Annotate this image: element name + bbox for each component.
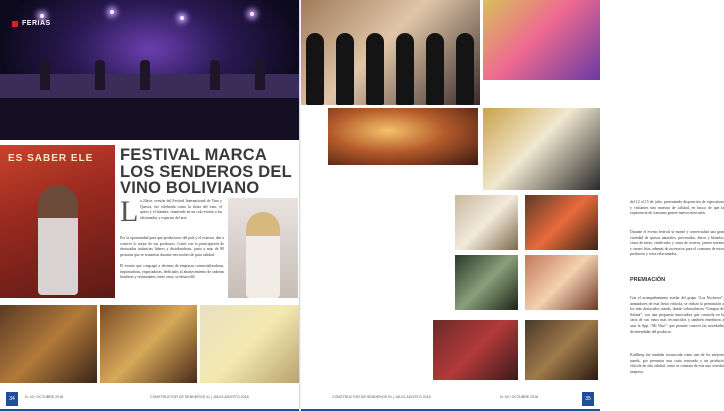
booth-staff-photo — [100, 305, 197, 383]
stand-photo — [455, 195, 518, 250]
body-paragraph: Durante el evento festival se montó y comercializó una gran variedad de quesos naturales, procesados, duros y blandos; vinos de mesa, vinificados y vinos de reserva, jamón serrano y carnes frías, además de accesorios para el consumo de estos productos y otros relacionados. — [630, 230, 724, 257]
stage-light — [250, 12, 254, 16]
crowd — [0, 98, 300, 140]
body-paragraph: Kohlberg fue también reconocida como uno de los mejores stands, por presentar una carta renovada y un producto vitícola de alta calidad, como se constata de este una cosecha empresa. — [630, 353, 724, 374]
drop-cap: L — [120, 195, 139, 228]
section-tag-label: FERIAS — [22, 20, 51, 27]
section-tag — [12, 20, 51, 27]
concert-photo — [0, 0, 300, 140]
bottom-photo-strip — [0, 305, 300, 383]
musician — [95, 60, 105, 90]
model-photo — [228, 198, 298, 298]
booth-photo — [483, 0, 600, 80]
person-figure — [426, 33, 444, 105]
section-subhead: PREMIACIÓN — [630, 277, 666, 283]
person-figure — [396, 33, 414, 105]
body-paragraph: a 24ava. versión del Festival Internacional de Vino y Quesos, fue celebrada como la fiesta del vino, el queso y el fiambre, reuniendo en un solo evento a los aficionados y expertos del arte. — [140, 199, 222, 220]
stage-light — [180, 16, 184, 20]
body-paragraph: Por la oportunidad para que productores del país y el exterior, den a conocer lo mejor de sus productos. Contó con la participación de destacadas industrias líderes y distribuidoras, junto a más de 80 personas que se reunieron durante tres noches de pura calidad. — [120, 236, 224, 257]
model-figure — [246, 212, 280, 298]
left-page — [0, 0, 300, 411]
footer-text: CONSTRUCTOR DE SENDEROS 01 | JULIO-AGOSTO 2018 — [150, 395, 249, 399]
hostess-figure — [38, 185, 78, 295]
page-number-left: 34 — [6, 392, 18, 406]
hostess-photo — [0, 145, 115, 298]
person-figure — [366, 33, 384, 105]
right-page — [300, 0, 724, 411]
cheese-tasting-photo — [200, 305, 300, 383]
spread-spine — [299, 0, 301, 411]
body-paragraph: El evento que congregó a decenas de empresas comercializadoras, importadoras, exportadoras, dedicados al abastecimiento de cadenas hoteleras y restaurantes, entre otras, se desarrolló — [120, 264, 224, 280]
body-paragraph: Con el acompañamiento estelar del grupo “Los Nocheros”, animadores de esta fiesta vinícola, se realizó la premiación a los más destacados stands, donde sobresalieron “Campos de Solana”, con una propuesta innovadora que consistía en la carta de sus vinos más reconocidos y también enseñaron a usar la App. “Mi Vino”, que permite conocer las novedades de entendidas del producto. — [630, 296, 724, 334]
footer-text: N. 43 / OCTUBRE 2018 — [500, 395, 539, 399]
stand-photo — [525, 255, 598, 310]
person-figure — [336, 33, 354, 105]
musician — [140, 60, 150, 90]
stage-light — [40, 14, 44, 18]
body-paragraph: del 12 al 15 de julio, presentando disposición de expositores y visitantes una muestra de calidad, en busca de que la experiencia de consumo genere nuevos mercados. — [630, 200, 724, 216]
footer-text: CONSTRUCTOR DE SENDEROS 01 | JULIO-AGOSTO 2018 — [332, 395, 431, 399]
musician — [40, 60, 50, 90]
musician — [210, 60, 220, 90]
page-number-right: 35 — [582, 392, 594, 406]
footer-text: N. 43 / OCTUBRE 2018 — [25, 395, 64, 399]
person-figure — [456, 33, 474, 105]
fair-crowd-photo — [328, 108, 478, 165]
wine-display-photo — [0, 305, 97, 383]
group-photo — [300, 0, 480, 105]
stand-photo — [455, 255, 518, 310]
stand-photo — [433, 320, 518, 380]
stand-photo — [525, 320, 598, 380]
person-figure — [306, 33, 324, 105]
article-headline: FESTIVAL MARCA LOS SENDEROS DEL VINO BOLIVIANO — [120, 146, 292, 197]
hostesses-photo — [483, 108, 600, 190]
section-square-icon — [12, 21, 18, 27]
stand-photo — [525, 195, 598, 250]
stage-light — [110, 10, 114, 14]
musician — [255, 60, 265, 90]
booth-sign-text: ES SABER ELE — [8, 153, 94, 164]
